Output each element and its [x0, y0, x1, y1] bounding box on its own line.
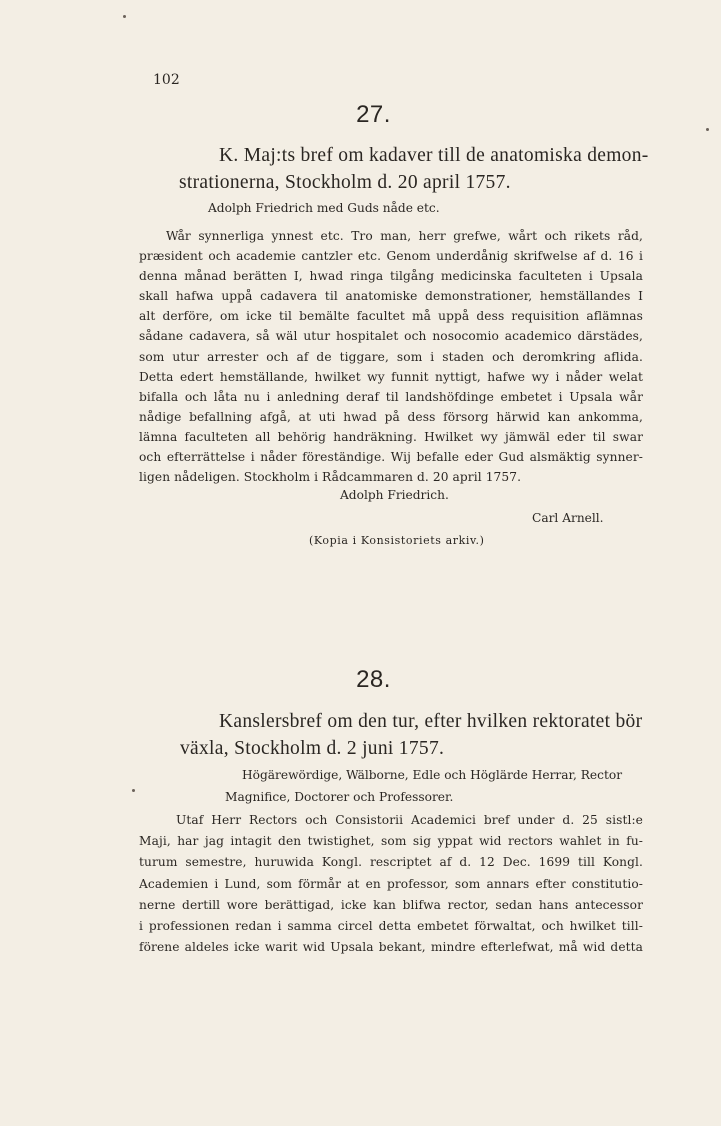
title-line: Kanslersbref om den tur, efter hvilken rektoratet bör — [219, 711, 643, 732]
salutation-line: Magnifice, Doctorer och Professorer. — [225, 790, 454, 804]
body-line: præsident och academie cantzler etc. Genom underdånig skrifwelse af d. 16 i — [139, 249, 643, 264]
salutation-27: Adolph Friedrich med Guds nåde etc. — [208, 201, 440, 215]
body-line: ligen nådeligen. Stockholm i Rådcammaren d. 20 april 1757. — [139, 470, 522, 485]
body-line: Academien i Lund, som förmår at en professor, som annars efter constitutio- — [139, 876, 643, 891]
body-line: nerne dertill wore berättigad, icke kan blifwa rector, sedan hans antecessor — [139, 897, 643, 912]
body-line: lämna faculteten all behörig handräkning. Hwilket wy jämwäl eder til swar — [139, 429, 643, 444]
signature-king: Adolph Friedrich. — [340, 488, 449, 502]
source-note: (Kopia i Konsistoriets arkiv.) — [309, 534, 485, 547]
body-line: bifalla och låta nu i anledning deraf til landshöfdinge embetet i Upsala wår — [139, 389, 643, 404]
title-line: K. Maj:ts bref om kadaver till de anatomiska demon- — [219, 145, 649, 166]
body-line: denna månad berätten I, hwad ringa tilgång medicinska faculteten i Upsala — [139, 269, 643, 284]
document-number-27: 27. — [356, 101, 391, 128]
body-line: turum semestre, huruwida Kongl. rescriptet af d. 12 Dec. 1699 till Kongl. — [139, 855, 643, 870]
paper-speck — [706, 128, 709, 131]
body-line: som utur arrester och af de tiggare, som i staden och deromkring aflida. — [139, 349, 643, 364]
body-line: Utaf Herr Rectors och Consistorii Academici bref under d. 25 sistl:e — [176, 813, 643, 827]
paper-speck — [132, 789, 135, 792]
document-number-28: 28. — [356, 666, 391, 693]
body-line: Wår synnerliga ynnest etc. Tro man, herr grefwe, wårt och rikets råd, — [166, 229, 643, 243]
page-number: 102 — [153, 72, 180, 88]
body-line: Maji, har jag intagit den twistighet, som sig yppat wid rectors wahlet in fu- — [139, 834, 643, 849]
body-line: nådige befallning afgå, at uti hwad på dess försorg härwid kan ankomma, — [139, 409, 643, 424]
paper-speck — [123, 15, 126, 18]
body-line: och efterrättelse i nåder föreständige. Wij befalle eder Gud alsmäktig synner- — [139, 450, 643, 465]
body-line: alt derföre, om icke til bemälte facultet må uppå dess requisition aflämnas — [139, 309, 643, 324]
title-line: strationerna, Stockholm d. 20 april 1757. — [179, 172, 511, 193]
salutation-28 — [225, 764, 623, 808]
body-line: sådane cadavera, så wäl utur hospitalet och nosocomio academico därstädes, — [139, 329, 643, 344]
body-line: skall hafwa uppå cadavera til anatomiske demonstrationer, hemställandes I — [139, 289, 643, 304]
salutation-line: Högärewördige, Wälborne, Edle och Höglärde Herrar, Rector — [242, 768, 623, 782]
title-line: växla, Stockholm d. 2 juni 1757. — [180, 738, 445, 759]
body-text-27 — [139, 226, 643, 487]
body-line: förene aldeles icke warit wid Upsala bekant, mindre efterlefwat, må wid detta — [139, 940, 643, 955]
body-line: i professionen redan i samma circel detta embetet förwaltat, och hwilket till- — [139, 918, 643, 933]
body-line: Detta edert hemställande, hwilket wy funnit nyttigt, hafwe wy i nåder welat — [139, 369, 643, 384]
signature-secretary: Carl Arnell. — [532, 511, 604, 525]
document-title-28 — [180, 708, 643, 762]
body-text-28 — [139, 810, 643, 958]
document-title-27 — [179, 142, 649, 196]
